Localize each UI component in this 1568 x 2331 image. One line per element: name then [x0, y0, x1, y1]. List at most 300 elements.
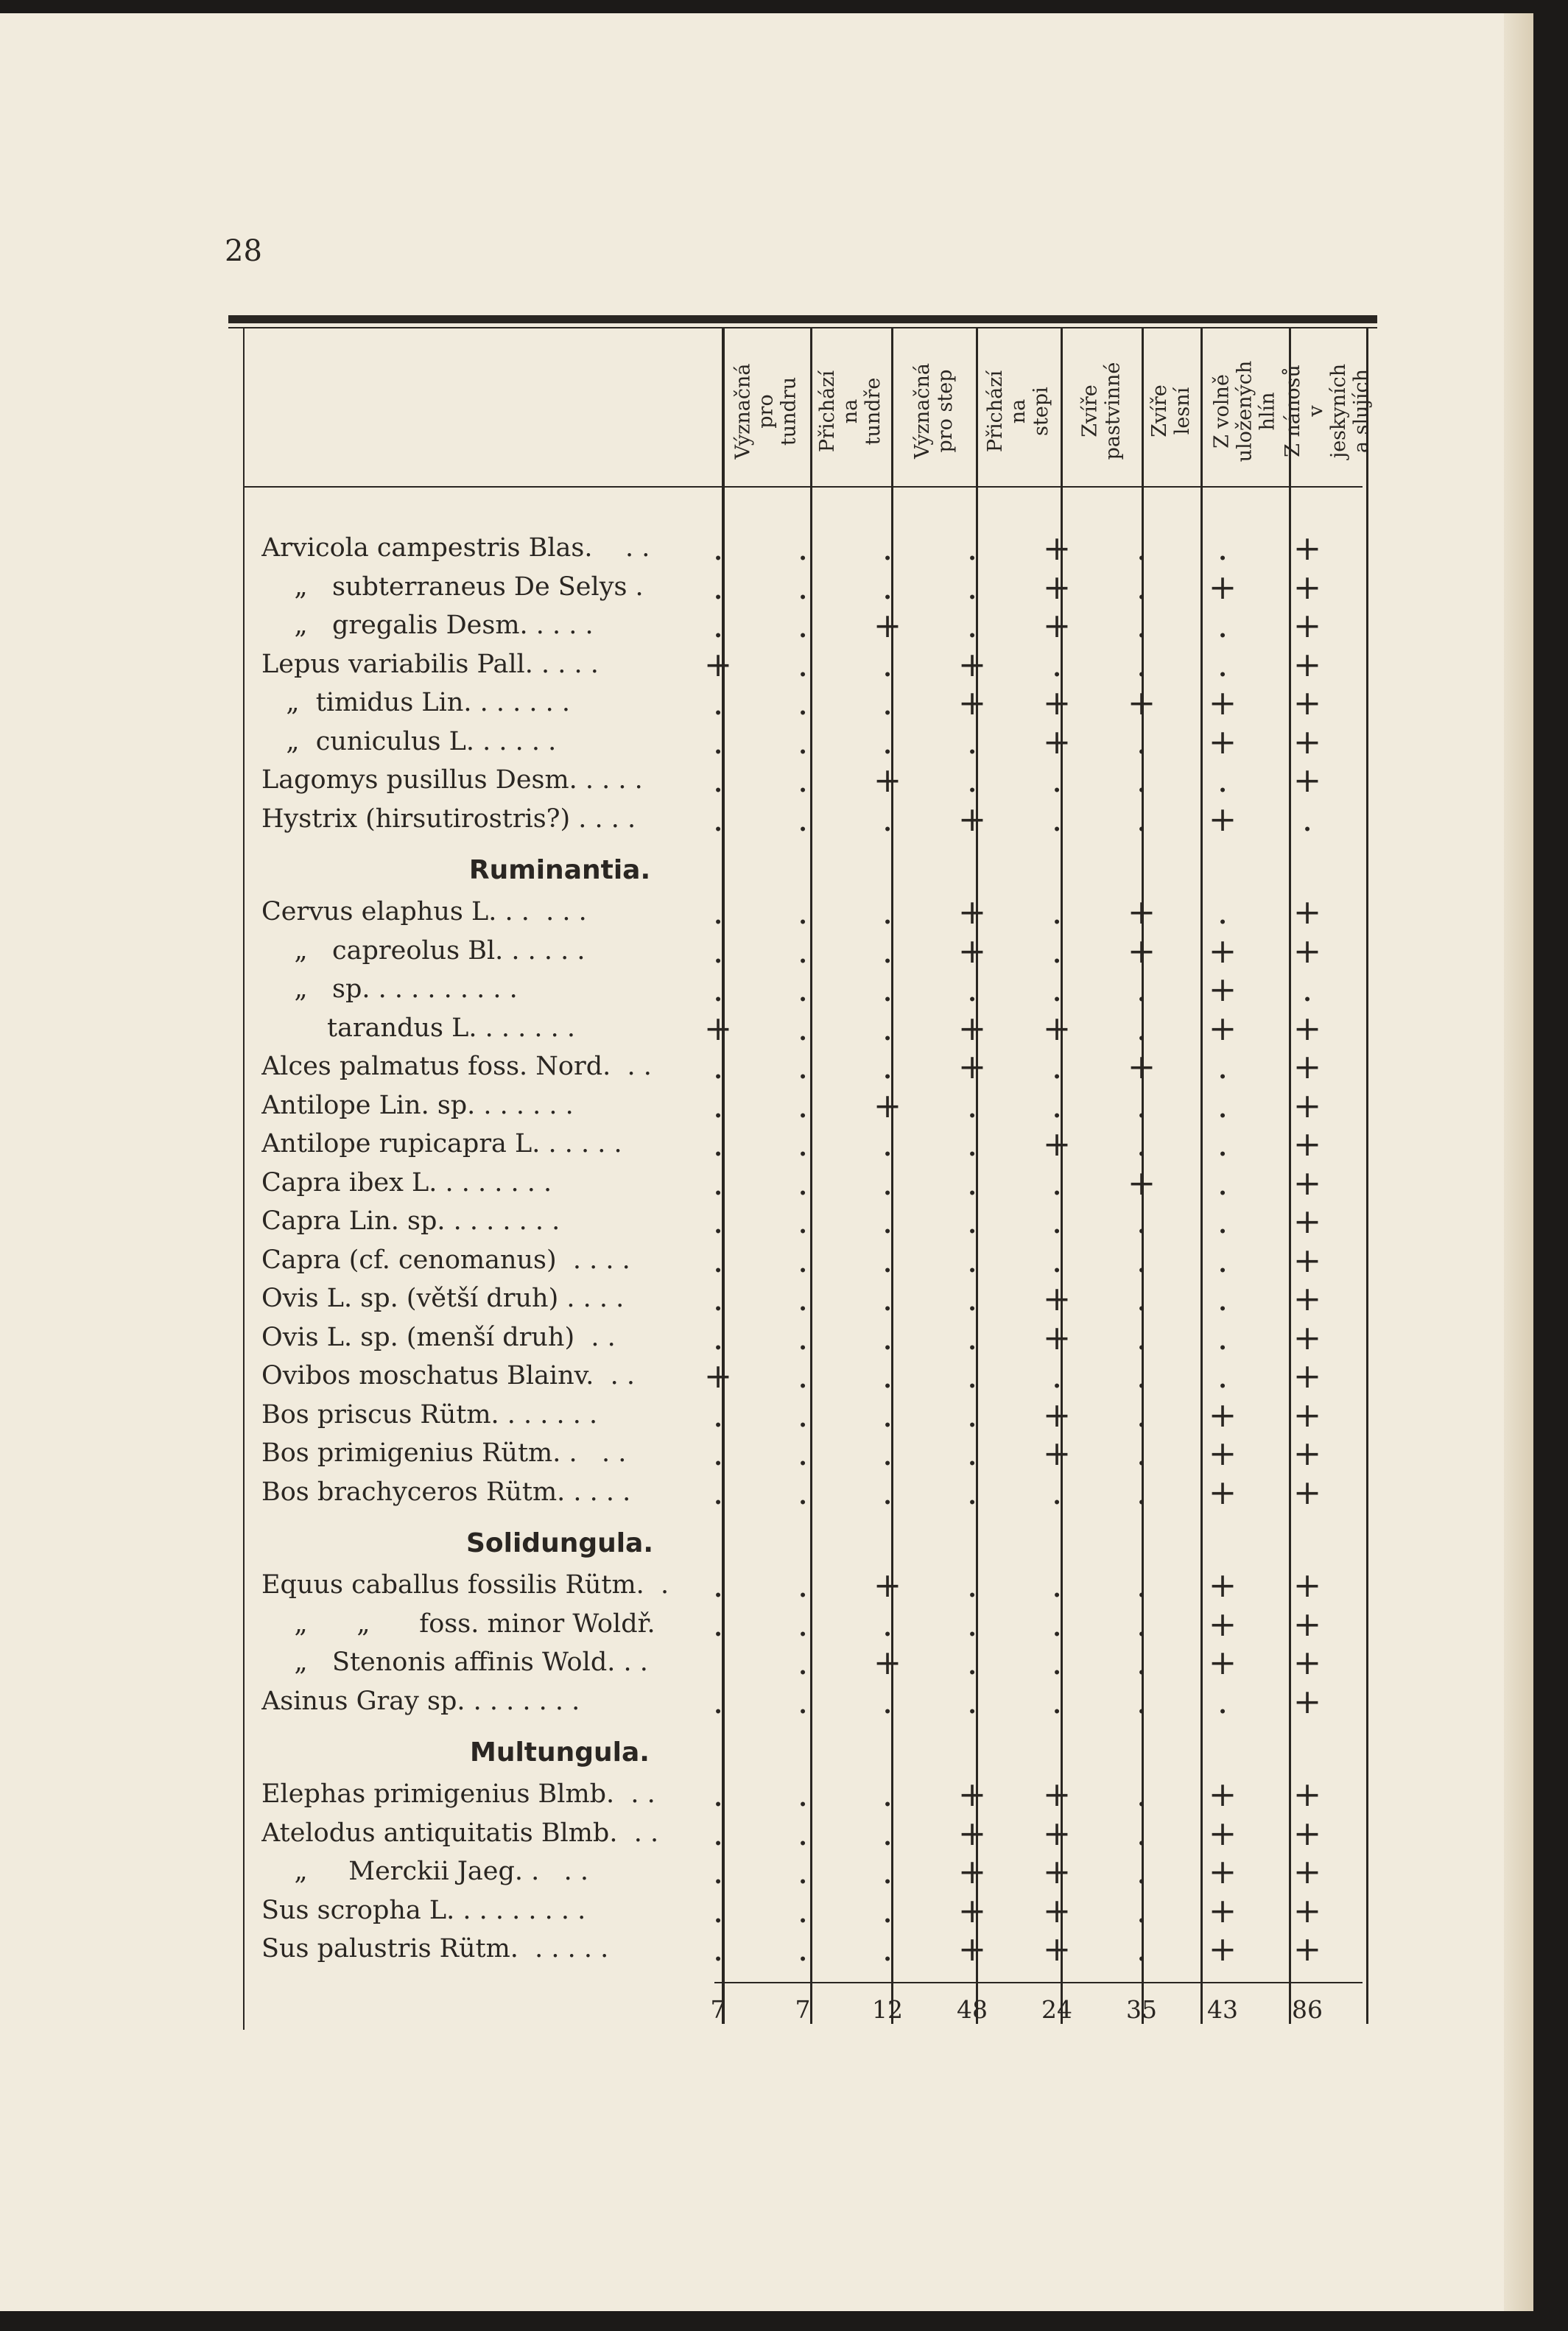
- presence-mark: +: [957, 892, 987, 932]
- column-header-label: Zvíře pastvinné: [1078, 362, 1125, 460]
- page-number: 28: [225, 234, 262, 268]
- absence-dot: .: [712, 1472, 724, 1512]
- presence-mark: +: [1042, 1008, 1072, 1048]
- presence-mark: +: [1208, 683, 1237, 722]
- absence-dot: .: [882, 1813, 893, 1853]
- absence-dot: .: [1051, 1162, 1063, 1203]
- presence-mark: +: [1208, 566, 1237, 607]
- presence-mark: +: [957, 1008, 987, 1048]
- presence-mark: +: [1208, 1774, 1237, 1814]
- absence-dot: .: [797, 1603, 809, 1644]
- presence-mark: +: [957, 644, 987, 684]
- presence-mark: +: [1042, 1774, 1072, 1814]
- presence-mark: +: [1208, 721, 1237, 762]
- presence-mark: +: [1208, 798, 1237, 839]
- presence-mark: +: [1293, 1240, 1322, 1280]
- absence-dot: .: [797, 1240, 809, 1280]
- absence-dot: .: [1217, 1162, 1228, 1203]
- presence-mark: +: [1293, 1890, 1322, 1930]
- absence-dot: .: [1136, 1201, 1147, 1241]
- absence-dot: .: [1136, 1433, 1147, 1473]
- column-header-1: [810, 337, 891, 485]
- absence-dot: .: [1136, 1565, 1147, 1605]
- absence-dot: .: [966, 1642, 978, 1682]
- absence-dot: .: [1217, 605, 1228, 645]
- presence-mark: +: [1208, 1394, 1237, 1435]
- table-row: [261, 722, 1366, 761]
- presence-mark: +: [1042, 1890, 1072, 1930]
- absence-dot: .: [712, 1124, 724, 1164]
- absence-dot: .: [1051, 1085, 1063, 1125]
- species-name: „ cuniculus L. . . . . .: [261, 726, 557, 756]
- absence-dot: .: [712, 1813, 724, 1853]
- absence-dot: .: [1136, 969, 1147, 1009]
- table-row: [261, 1202, 1366, 1240]
- absence-dot: .: [1136, 644, 1147, 684]
- absence-dot: .: [1136, 1240, 1147, 1280]
- absence-dot: .: [966, 1433, 978, 1473]
- presence-mark: +: [1208, 1472, 1237, 1512]
- absence-dot: .: [797, 1852, 809, 1891]
- page-edge-shadow: [1504, 13, 1533, 2311]
- presence-mark: +: [1293, 528, 1322, 568]
- absence-dot: .: [1217, 1317, 1228, 1357]
- column-header-label: Význačná pro tundru: [731, 363, 801, 459]
- absence-dot: .: [712, 1433, 724, 1473]
- table-row: [261, 1891, 1366, 1930]
- presence-mark: +: [1293, 683, 1322, 722]
- absence-dot: .: [797, 566, 809, 607]
- presence-mark: +: [703, 1008, 733, 1048]
- presence-mark: +: [1208, 1929, 1237, 1969]
- absence-dot: .: [797, 1356, 809, 1396]
- absence-dot: .: [966, 528, 978, 568]
- absence-dot: .: [712, 930, 724, 971]
- species-name: Ovibos moschatus Blainv. . .: [261, 1361, 636, 1390]
- absence-dot: .: [966, 1162, 978, 1203]
- absence-dot: .: [1136, 1890, 1147, 1930]
- presence-mark: +: [1293, 1279, 1322, 1318]
- absence-dot: .: [882, 528, 893, 568]
- presence-mark: +: [1293, 1774, 1322, 1814]
- presence-mark: +: [1127, 892, 1156, 932]
- absence-dot: .: [1217, 644, 1228, 684]
- presence-mark: +: [1293, 644, 1322, 684]
- presence-mark: +: [1293, 1603, 1322, 1644]
- absence-dot: .: [712, 605, 724, 645]
- presence-mark: +: [1293, 1085, 1322, 1125]
- presence-mark: +: [1293, 1433, 1322, 1473]
- absence-dot: .: [797, 1162, 809, 1203]
- presence-mark: +: [1208, 969, 1237, 1009]
- presence-mark: +: [1293, 930, 1322, 971]
- table-row: [261, 1086, 1366, 1125]
- presence-mark: +: [1208, 930, 1237, 971]
- species-name: Bos brachyceros Rütm. . . . .: [261, 1477, 631, 1507]
- presence-mark: +: [957, 1929, 987, 1969]
- species-name: Lagomys pusillus Desm. . . . .: [261, 765, 643, 795]
- presence-mark: +: [1208, 1565, 1237, 1605]
- absence-dot: .: [712, 1890, 724, 1930]
- absence-dot: .: [1051, 1472, 1063, 1512]
- absence-dot: .: [882, 1008, 893, 1048]
- column-header-6: [1200, 337, 1289, 485]
- absence-dot: .: [882, 683, 893, 722]
- absence-dot: .: [1217, 1201, 1228, 1241]
- absence-dot: .: [712, 1603, 724, 1644]
- absence-dot: .: [712, 1317, 724, 1357]
- totals-separator-rule: [714, 1982, 1363, 1983]
- species-name: Capra (cf. cenomanus) . . . .: [261, 1245, 630, 1275]
- column-total: 7: [795, 1994, 811, 2024]
- column-total: 48: [957, 1994, 988, 2024]
- presence-mark: +: [1042, 1124, 1072, 1164]
- absence-dot: .: [712, 798, 724, 839]
- section-heading: Solidungula.: [465, 1528, 654, 1558]
- presence-mark: +: [1208, 1008, 1237, 1048]
- absence-dot: .: [797, 1047, 809, 1086]
- absence-dot: .: [797, 930, 809, 971]
- absence-dot: .: [966, 1240, 978, 1280]
- column-total: 12: [872, 1994, 903, 2024]
- column-total: 7: [710, 1994, 726, 2024]
- presence-mark: +: [1293, 1813, 1322, 1853]
- table-row: [261, 932, 1366, 970]
- absence-dot: .: [1136, 1681, 1147, 1721]
- presence-mark: +: [1293, 760, 1322, 800]
- presence-mark: +: [957, 683, 987, 722]
- table-top-thin-rule: [228, 327, 1377, 328]
- table-row: [261, 761, 1366, 799]
- presence-mark: +: [1208, 1642, 1237, 1682]
- presence-mark: +: [1042, 566, 1072, 607]
- column-total: 24: [1041, 1994, 1072, 2024]
- absence-dot: .: [1136, 1356, 1147, 1396]
- absence-dot: .: [797, 683, 809, 722]
- absence-dot: .: [1301, 798, 1313, 839]
- column-total: 35: [1126, 1994, 1157, 2024]
- presence-mark: +: [1293, 605, 1322, 645]
- absence-dot: .: [797, 1565, 809, 1605]
- absence-dot: .: [797, 1642, 809, 1682]
- species-name: Atelodus antiquitatis Blmb. . .: [261, 1818, 659, 1848]
- column-header-label: Z nánosů v jeskyních a slujích: [1282, 363, 1374, 459]
- table-row: [261, 800, 1366, 838]
- table-row: [261, 1318, 1366, 1357]
- absence-dot: .: [1136, 721, 1147, 762]
- absence-dot: .: [882, 566, 893, 607]
- absence-dot: .: [1136, 1813, 1147, 1853]
- table-row: [261, 1643, 1366, 1681]
- header-bottom-rule: [243, 486, 1363, 488]
- table-row: [261, 970, 1366, 1008]
- absence-dot: .: [712, 1394, 724, 1435]
- absence-dot: .: [882, 798, 893, 839]
- absence-dot: .: [1136, 1603, 1147, 1644]
- presence-mark: +: [1293, 1929, 1322, 1969]
- presence-mark: +: [1293, 721, 1322, 762]
- presence-mark: +: [873, 1565, 902, 1605]
- absence-dot: .: [712, 1201, 724, 1241]
- absence-dot: .: [882, 721, 893, 762]
- absence-dot: .: [1217, 1356, 1228, 1396]
- species-name: Ovis L. sp. (menší druh) . .: [261, 1322, 616, 1352]
- presence-mark: +: [1042, 528, 1072, 568]
- column-header-5: [1142, 337, 1200, 485]
- absence-dot: .: [966, 566, 978, 607]
- presence-mark: +: [1042, 605, 1072, 645]
- absence-dot: .: [797, 969, 809, 1009]
- absence-dot: .: [1136, 1472, 1147, 1512]
- absence-dot: .: [712, 721, 724, 762]
- absence-dot: .: [712, 1565, 724, 1605]
- absence-dot: .: [712, 1774, 724, 1814]
- section-heading: Ruminantia.: [468, 855, 651, 885]
- absence-dot: .: [797, 644, 809, 684]
- species-name: „ Merckii Jaeg. . . .: [261, 1857, 589, 1886]
- table-row: [261, 1814, 1366, 1852]
- presence-mark: +: [1293, 1162, 1322, 1203]
- absence-dot: .: [1136, 1279, 1147, 1318]
- absence-dot: .: [1136, 798, 1147, 839]
- absence-dot: .: [966, 1681, 978, 1721]
- species-name: Alces palmatus foss. Nord. . .: [261, 1052, 652, 1081]
- absence-dot: .: [712, 1929, 724, 1969]
- presence-mark: +: [1208, 1890, 1237, 1930]
- absence-dot: .: [966, 605, 978, 645]
- species-name: Lepus variabilis Pall. . . . .: [261, 649, 599, 679]
- absence-dot: .: [882, 1774, 893, 1814]
- absence-dot: .: [1136, 1852, 1147, 1891]
- presence-mark: +: [957, 1774, 987, 1814]
- absence-dot: .: [712, 1279, 724, 1318]
- table-row: [261, 683, 1366, 722]
- table-row: [261, 1775, 1366, 1813]
- absence-dot: .: [1136, 1085, 1147, 1125]
- absence-dot: .: [797, 1472, 809, 1512]
- presence-mark: +: [873, 1085, 902, 1125]
- table-row: [261, 529, 1366, 567]
- species-name: „ „ foss. minor Woldř.: [261, 1609, 655, 1639]
- species-name: „ sp. . . . . . . . . .: [261, 974, 518, 1004]
- species-name: Capra ibex L. . . . . . . .: [261, 1167, 552, 1198]
- absence-dot: .: [1051, 1240, 1063, 1280]
- species-name: Sus scropha L. . . . . . . . .: [261, 1895, 586, 1925]
- presence-mark: +: [1293, 1356, 1322, 1396]
- presence-mark: +: [1127, 930, 1156, 971]
- absence-dot: .: [1136, 1929, 1147, 1969]
- absence-dot: .: [797, 1317, 809, 1357]
- absence-dot: .: [1217, 528, 1228, 568]
- absence-dot: .: [882, 1472, 893, 1512]
- absence-dot: .: [966, 1317, 978, 1357]
- absence-dot: .: [966, 969, 978, 1009]
- table-row: [261, 606, 1366, 644]
- species-name: Equus caballus fossilis Rütm. .: [261, 1570, 669, 1600]
- presence-mark: +: [957, 1813, 987, 1853]
- presence-mark: +: [873, 605, 902, 645]
- absence-dot: .: [1051, 1356, 1063, 1396]
- table-row: [261, 645, 1366, 683]
- absence-dot: .: [797, 1929, 809, 1969]
- presence-mark: +: [957, 1890, 987, 1930]
- column-header-2: [891, 337, 976, 485]
- absence-dot: .: [1051, 892, 1063, 932]
- absence-dot: .: [1217, 760, 1228, 800]
- table-row: [261, 1009, 1366, 1047]
- absence-dot: .: [1136, 1774, 1147, 1814]
- absence-dot: .: [882, 1047, 893, 1086]
- absence-dot: .: [712, 1085, 724, 1125]
- presence-mark: +: [957, 930, 987, 971]
- absence-dot: [685, 1643, 751, 1681]
- column-total: 43: [1207, 1994, 1238, 2024]
- absence-dot: .: [1051, 969, 1063, 1009]
- absence-dot: .: [797, 1201, 809, 1241]
- absence-dot: .: [797, 605, 809, 645]
- absence-dot: .: [1136, 1317, 1147, 1357]
- absence-dot: .: [882, 644, 893, 684]
- species-name: „ gregalis Desm. . . . .: [261, 611, 594, 640]
- species-name: Hystrix (hirsutirostris?) . . . .: [261, 804, 636, 834]
- species-name: tarandus L. . . . . . .: [261, 1013, 575, 1043]
- absence-dot: .: [1217, 1047, 1228, 1086]
- absence-dot: .: [882, 1162, 893, 1203]
- absence-dot: .: [712, 760, 724, 800]
- presence-mark: +: [957, 1852, 987, 1891]
- presence-mark: +: [703, 1356, 733, 1396]
- species-name: „ Stenonis affinis Wold. . .: [261, 1648, 648, 1677]
- table-row: [261, 1566, 1366, 1604]
- absence-dot: .: [966, 760, 978, 800]
- presence-mark: +: [1293, 1317, 1322, 1357]
- absence-dot: .: [1136, 566, 1147, 607]
- absence-dot: .: [1136, 1124, 1147, 1164]
- absence-dot: .: [797, 798, 809, 839]
- presence-mark: +: [1293, 566, 1322, 607]
- table-row: [261, 1434, 1366, 1472]
- column-header-0: [722, 337, 810, 485]
- presence-mark: +: [1293, 1008, 1322, 1048]
- absence-dot: .: [1217, 1240, 1228, 1280]
- table-row: [261, 1047, 1366, 1086]
- column-header-label: Význačná pro step: [910, 363, 957, 459]
- column-total: 86: [1292, 1994, 1323, 2024]
- presence-mark: +: [873, 1642, 902, 1682]
- absence-dot: .: [966, 1279, 978, 1318]
- absence-dot: .: [966, 721, 978, 762]
- table-row: [261, 1279, 1366, 1318]
- absence-dot: .: [966, 1085, 978, 1125]
- absence-dot: .: [712, 892, 724, 932]
- absence-dot: .: [1051, 1603, 1063, 1644]
- species-name: Antilope Lin. sp. . . . . . .: [261, 1090, 574, 1120]
- table-row: [261, 568, 1366, 606]
- presence-mark: +: [1208, 1433, 1237, 1473]
- absence-dot: .: [882, 1240, 893, 1280]
- absence-dot: .: [882, 1394, 893, 1435]
- absence-dot: .: [1051, 1642, 1063, 1682]
- presence-mark: +: [1293, 1565, 1322, 1605]
- absence-dot: .: [712, 683, 724, 722]
- table-row: [261, 1473, 1366, 1511]
- presence-mark: +: [703, 644, 733, 684]
- absence-dot: .: [1136, 1394, 1147, 1435]
- table-row: [261, 1852, 1366, 1891]
- species-name: Sus palustris Rütm. . . . . .: [261, 1934, 609, 1963]
- absence-dot: .: [966, 1472, 978, 1512]
- absence-dot: .: [712, 1162, 724, 1203]
- absence-dot: .: [712, 969, 724, 1009]
- column-header-label: Zvíře lesní: [1148, 384, 1194, 437]
- absence-dot: .: [712, 1681, 724, 1721]
- absence-dot: .: [882, 892, 893, 932]
- absence-dot: .: [797, 528, 809, 568]
- column-header-label: Z volně uložených hlín: [1210, 360, 1279, 462]
- absence-dot: .: [797, 1085, 809, 1125]
- absence-dot: .: [1136, 1642, 1147, 1682]
- absence-dot: .: [966, 1603, 978, 1644]
- absence-dot: .: [797, 1890, 809, 1930]
- absence-dot: .: [1051, 798, 1063, 839]
- absence-dot: .: [797, 1681, 809, 1721]
- absence-dot: .: [797, 721, 809, 762]
- absence-dot: .: [797, 1813, 809, 1853]
- presence-mark: +: [1127, 1162, 1156, 1203]
- species-name: „ capreolus Bl. . . . . .: [261, 935, 586, 966]
- table-row: [261, 1241, 1366, 1279]
- presence-mark: +: [1042, 1394, 1072, 1435]
- absence-dot: .: [797, 892, 809, 932]
- absence-dot: .: [712, 528, 724, 568]
- absence-dot: .: [966, 1356, 978, 1396]
- absence-dot: .: [1051, 930, 1063, 971]
- table-row: [261, 1682, 1366, 1720]
- absence-dot: .: [882, 1852, 893, 1891]
- absence-dot: .: [1051, 1681, 1063, 1721]
- table-row: [261, 893, 1366, 931]
- absence-dot: .: [1217, 1279, 1228, 1318]
- absence-dot: .: [797, 760, 809, 800]
- absence-dot: .: [1051, 760, 1063, 800]
- absence-dot: .: [882, 930, 893, 971]
- presence-mark: +: [1293, 1681, 1322, 1721]
- absence-dot: .: [966, 1565, 978, 1605]
- absence-dot: .: [1136, 760, 1147, 800]
- absence-dot: .: [882, 1603, 893, 1644]
- presence-mark: +: [1208, 1852, 1237, 1891]
- column-header-label: Přichází na tundře: [816, 370, 885, 452]
- species-name: „ timidus Lin. . . . . . .: [261, 688, 571, 717]
- presence-mark: +: [873, 760, 902, 800]
- presence-mark: +: [1208, 1603, 1237, 1644]
- column-header-4: [1061, 337, 1142, 485]
- absence-dot: .: [797, 1008, 809, 1048]
- totals-row: [261, 1991, 1366, 2029]
- presence-mark: +: [1293, 1642, 1322, 1682]
- presence-mark: +: [1042, 1929, 1072, 1969]
- absence-dot: .: [966, 1394, 978, 1435]
- book-page: [0, 13, 1533, 2311]
- absence-dot: .: [1136, 1008, 1147, 1048]
- presence-mark: +: [1293, 1472, 1322, 1512]
- absence-dot: .: [1136, 605, 1147, 645]
- presence-mark: +: [1293, 1394, 1322, 1435]
- presence-mark: +: [1042, 1813, 1072, 1853]
- presence-mark: +: [1127, 1047, 1156, 1086]
- table-row: [261, 1125, 1366, 1163]
- column-header-7: [1282, 337, 1374, 485]
